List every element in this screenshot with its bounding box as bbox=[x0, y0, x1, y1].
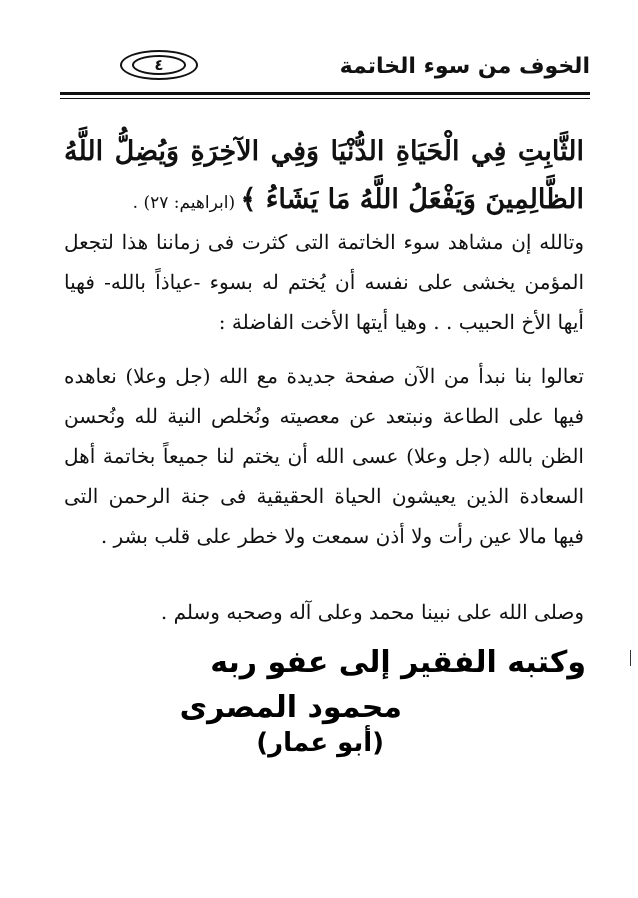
page-number-badge bbox=[120, 50, 198, 80]
header-rule-thick bbox=[60, 92, 590, 95]
signature-kunya: (أبو عمار) bbox=[256, 728, 384, 758]
signature-author-name: محمود المصرى bbox=[179, 690, 402, 725]
paragraph-1: وتالله إن مشاهد سوء الخاتمة التى كثرت فى زماننا هذا لتجعل المؤمن يخشى على نفسه أن يُختم له بسوء -عياذاً بالله- فهيا أيها الأخ الحبيب . . وهيا أيتها الأخت الفاضلة : bbox=[64, 230, 584, 334]
verse-text: الثَّابِتِ فِي الْحَيَاةِ الدُّنْيَا وَفِي الآخِرَةِ وَيُضِلُّ اللَّهُ الظَّالِمِينَ وَيَفْعَلُ اللَّهُ مَا يَشَاءُ ﴾ bbox=[64, 136, 584, 215]
header-title: الخوف من سوء الخاتمة bbox=[339, 54, 590, 79]
quran-verse bbox=[64, 128, 584, 227]
paragraph-3: وصلى الله على نبينا محمد وعلى آله وصحبه وسلم . bbox=[160, 600, 584, 624]
paragraph-2: تعالوا بنا نبدأ من الآن صفحة جديدة مع الله (جل وعلا) نعاهده فيها على الطاعة ونبتعد عن معصيته ونُخلص النية لله ونُحسن الظن بالله (جل وعلا) عسى الله أن يختم لنا جميعاً بخاتمة أهل السعادة الذين يعيشون الحياة الحقيقية فى جنة الرحمن التى فيها مالا عين رأت ولا أذن سمعت ولا خطر على قلب بشر . bbox=[64, 364, 584, 548]
verse-reference: (ابراهيم: ٢٧) . bbox=[132, 193, 241, 213]
running-header bbox=[60, 48, 590, 98]
header-rule-thin bbox=[60, 98, 590, 99]
page-number: ٤ bbox=[132, 55, 186, 75]
signature-line-1: وكتبه الفقير إلى عفو ربه bbox=[210, 645, 586, 680]
scan-mark bbox=[630, 650, 631, 666]
